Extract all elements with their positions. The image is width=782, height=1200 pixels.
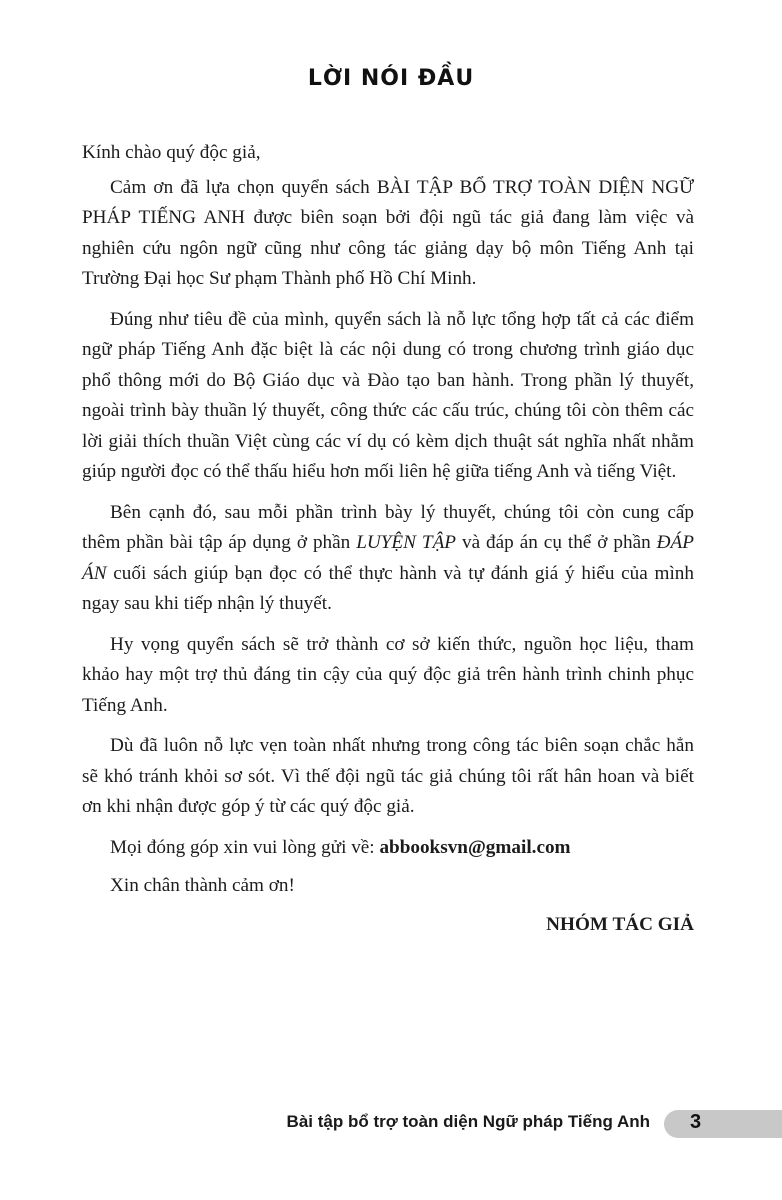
paragraph-apology-text: Dù đã luôn nỗ lực vẹn toàn nhất nhưng trong công tác biên soạn chắc hẳn sẽ khó tránh khỏi sơ sót. Vì thế đội ngũ tác giả chúng tôi rất hân hoan và biết ơn khi nhận được góp ý từ các quý độc giả. [82, 735, 694, 817]
contact-email: abbooksvn@gmail.com [379, 836, 571, 858]
page-title: LỜI NÓI ĐẦU [307, 66, 475, 91]
footer-book-title: Bài tập bổ trợ toàn diện Ngữ pháp Tiếng Anh [286, 1112, 650, 1131]
page-number: 3 [690, 1111, 702, 1133]
practice-text-part2: và đáp án cụ thể ở phần [456, 532, 657, 553]
answer-section-name: ĐÁP ÁN [82, 532, 694, 584]
contact-label: Mọi đóng góp xin vui lòng gửi về: [110, 836, 380, 858]
greeting [82, 138, 694, 169]
practice-section-name: LUYỆN TẬP [356, 532, 457, 553]
paragraph-apology [82, 731, 694, 823]
paragraph-intro [82, 173, 694, 295]
paragraph-hope-text: Hy vọng quyển sách sẽ trở thành cơ sở kiến thức, nguồn học liệu, tham khảo hay một trợ thủ đáng tin cậy của quý độc giả trên hành trình chinh phục Tiếng Anh. [82, 633, 694, 716]
paragraph-intro-text: Cảm ơn đã lựa chọn quyển sách BÀI TẬP BỔ TRỢ TOÀN DIỆN NGỮ PHÁP TIẾNG ANH được biên soạn bởi đội ngũ tác giả đang làm việc và nghiên cứu ngôn ngữ cũng như công tác giảng dạy bộ môn Tiếng Anh tại Trường Đại học Sư phạm Thành phố Hồ Chí Minh. [82, 176, 694, 289]
paragraph-hope [82, 630, 694, 722]
page-number-tab [664, 1110, 782, 1138]
paragraph-content-text: Đúng như tiêu đề của mình, quyển sách là nỗ lực tổng hợp tất cả các điểm ngữ pháp Tiếng Anh đặc biệt là các nội dung có trong chương trình giáo dục phổ thông mới do Bộ Giáo dục và Đào tạo ban hành. Trong phần lý thuyết, ngoài trình bày thuần lý thuyết, công thức các cấu trúc, chúng tôi còn thêm các lời giải thích thuần Việt cùng các ví dụ có kèm dịch thuật sát nghĩa nhất nhằm giúp người đọc có thể thấu hiểu hơn mối liên hệ giữa tiếng Anh và tiếng Việt. [82, 308, 694, 482]
paragraph-content [82, 305, 694, 488]
closing-text: Xin chân thành cảm ơn! [110, 875, 295, 896]
practice-text-part3: cuối sách giúp bạn đọc có thể thực hành và tự đánh giá ý hiểu của mình ngay sau khi tiếp nhận lý thuyết. [82, 562, 694, 614]
preface-body [82, 138, 694, 959]
closing-line [82, 871, 694, 902]
greeting-text: Kính chào quý độc giả, [82, 142, 261, 163]
paragraph-practice [82, 498, 694, 620]
page-footer [0, 1110, 782, 1140]
contact-line [82, 833, 694, 864]
practice-text-part1: Bên cạnh đó, sau mỗi phần trình bày lý thuyết, chúng tôi còn cung cấp thêm phần bài tập áp dụng ở phần [82, 501, 694, 553]
signature: NHÓM TÁC GIẢ [546, 913, 694, 935]
